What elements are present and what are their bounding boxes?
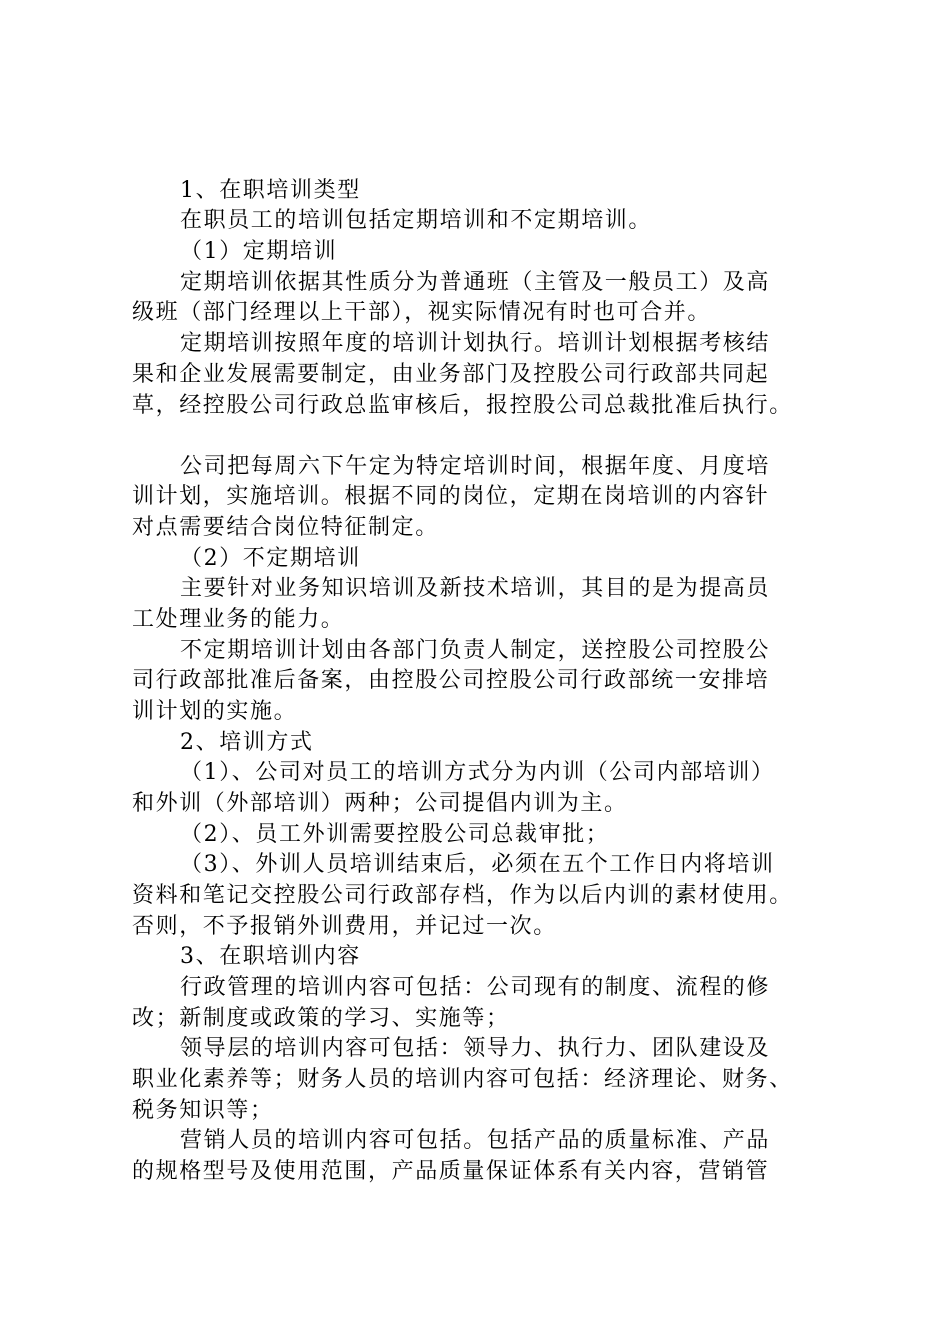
subsection-heading: （2）不定期培训 <box>180 546 361 571</box>
paragraph-line: 和外训（外部培训）两种；公司提倡内训为主。 <box>132 791 628 816</box>
paragraph-line: 司行政部批准后备案，由控股公司控股公司行政部统一安排培 <box>132 668 770 693</box>
paragraph-line: 否则，不予报销外训费用，并记过一次。 <box>132 914 557 939</box>
paragraph-line: 税务知识等； <box>132 1098 274 1123</box>
paragraph-line: 果和企业发展需要制定，由业务部门及控股公司行政部共同起 <box>132 362 770 387</box>
paragraph-line: 训计划的实施。 <box>132 699 298 724</box>
paragraph-line: 训计划，实施培训。根据不同的岗位，定期在岗培训的内容针 <box>132 484 770 509</box>
paragraph-line: 的规格型号及使用范围，产品质量保证体系有关内容，营销管 <box>132 1159 770 1184</box>
section-heading-2: 2、培训方式 <box>180 730 314 755</box>
paragraph-line: 职业化素养等；财务人员的培训内容可包括：经济理论、财务、 <box>132 1067 793 1092</box>
paragraph-line: 营销人员的培训内容可包括。包括产品的质量标准、产品 <box>180 1128 771 1153</box>
section-heading-1: 1、在职培训类型 <box>180 178 361 203</box>
list-item: （2）、员工外训需要控股公司总裁审批； <box>180 822 610 847</box>
paragraph-line: 主要针对业务知识培训及新技术培训，其目的是为提高员 <box>180 576 771 601</box>
paragraph-line: 对点需要结合岗位特征制定。 <box>132 515 439 540</box>
section-heading-3: 3、在职培训内容 <box>180 944 361 969</box>
paragraph-line: 定期培训按照年度的培训计划执行。培训计划根据考核结 <box>180 331 771 356</box>
paragraph-line: 工处理业务的能力。 <box>132 607 345 632</box>
paragraph-line: 定期培训依据其性质分为普通班（主管及一般员工）及高 <box>180 270 771 295</box>
paragraph-line: 在职员工的培训包括定期培训和不定期培训。 <box>180 208 653 233</box>
paragraph-line: 改；新制度或政策的学习、实施等； <box>132 1006 510 1031</box>
list-item: （3）、外训人员培训结束后，必须在五个工作日内将培训 <box>180 852 775 877</box>
paragraph-line: 公司把每周六下午定为特定培训时间，根据年度、月度培 <box>180 454 771 479</box>
paragraph-line: 领导层的培训内容可包括：领导力、执行力、团队建设及 <box>180 1036 771 1061</box>
subsection-heading: （1）定期培训 <box>180 239 338 264</box>
paragraph-line: 不定期培训计划由各部门负责人制定，送控股公司控股公 <box>180 638 771 663</box>
paragraph-line: 资料和笔记交控股公司行政部存档，作为以后内训的素材使用。 <box>132 883 793 908</box>
paragraph-line: 级班（部门经理以上干部），视实际情况有时也可合并。 <box>132 300 712 325</box>
paragraph-line: 行政管理的培训内容可包括：公司现有的制度、流程的修 <box>180 975 771 1000</box>
paragraph-line: 草，经控股公司行政总监审核后，报控股公司总裁批准后执行。 <box>132 393 793 418</box>
list-item: （1）、公司对员工的培训方式分为内训（公司内部培训） <box>180 760 775 785</box>
